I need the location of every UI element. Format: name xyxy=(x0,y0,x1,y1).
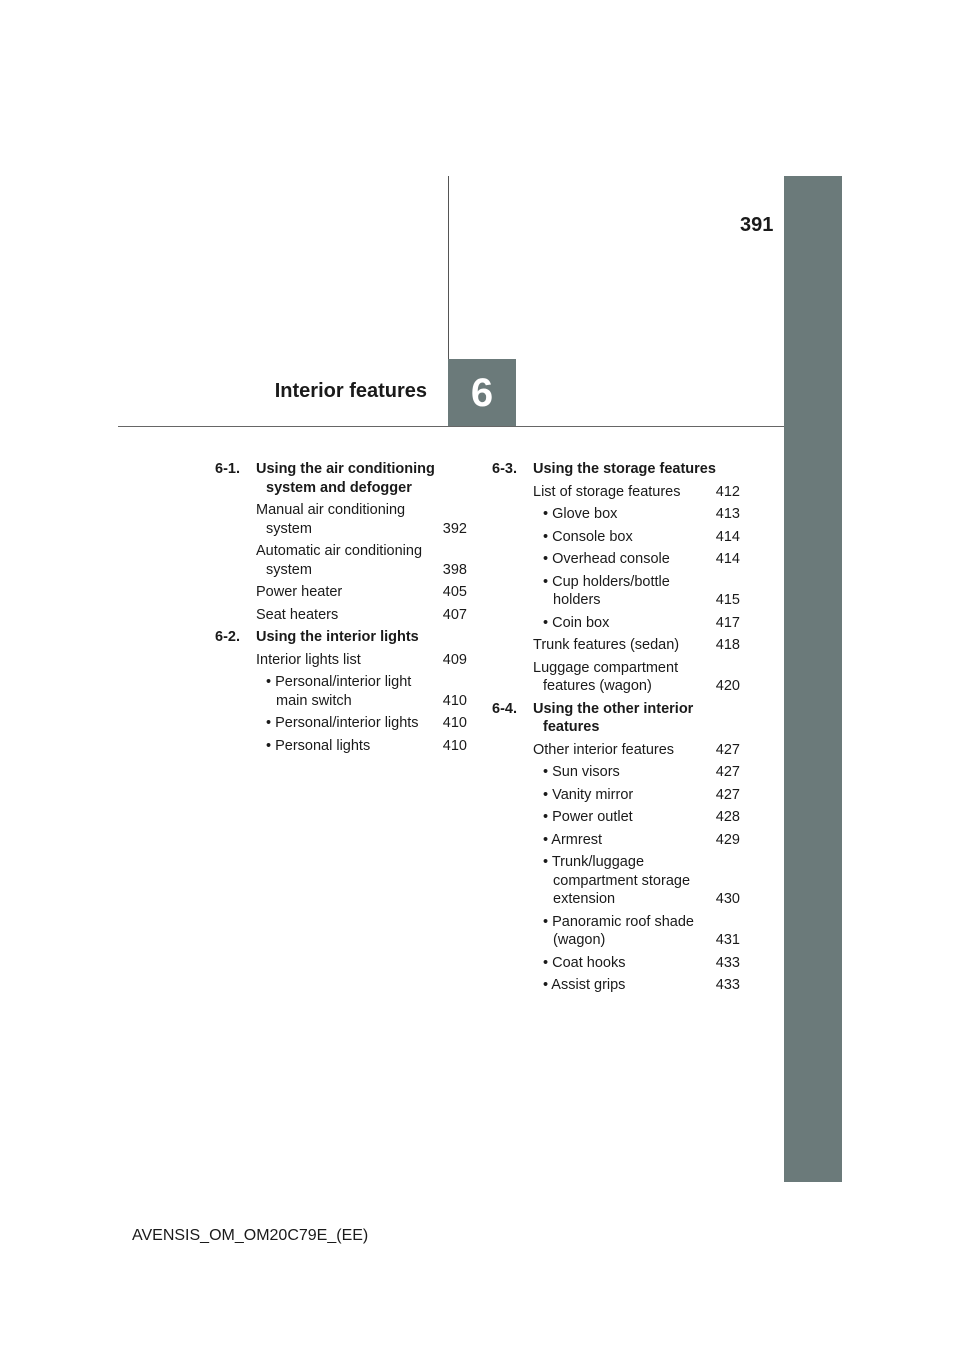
entry-page-number: 409 xyxy=(442,651,467,668)
toc-subentry[interactable] xyxy=(533,853,740,909)
toc-column-right xyxy=(492,460,740,999)
entry-label: • Power outlet xyxy=(543,809,633,825)
section-entries xyxy=(215,651,467,756)
toc-section xyxy=(215,628,467,755)
entry-label: • Trunk/luggage compartment storage extension xyxy=(543,854,691,907)
document-footer: AVENSIS_OM_OM20C79E_(EE) xyxy=(132,1227,369,1244)
toc-entry[interactable] xyxy=(533,741,740,760)
toc-subentry[interactable] xyxy=(533,550,740,569)
toc-entry[interactable] xyxy=(256,606,467,625)
entry-text xyxy=(543,573,715,610)
entry-page-number: 430 xyxy=(715,891,740,907)
header-divider-horizontal xyxy=(118,426,784,427)
toc-subentry[interactable] xyxy=(256,673,467,710)
entry-page-number: 412 xyxy=(715,483,740,500)
entry-label: Luggage compartment features (wagon) xyxy=(533,659,679,694)
entry-text xyxy=(533,483,715,502)
toc-subentry[interactable] xyxy=(533,808,740,827)
entry-text xyxy=(256,542,442,579)
toc-subentry[interactable] xyxy=(256,737,467,756)
section-heading xyxy=(215,460,467,497)
entry-text xyxy=(543,913,715,950)
entry-label: • Personal/interior lights xyxy=(266,715,419,731)
entry-page-number: 420 xyxy=(715,678,740,694)
entry-text xyxy=(543,614,715,633)
page-number: 391 xyxy=(740,214,774,236)
entry-page-number: 410 xyxy=(442,692,467,709)
section-number: 6-4. xyxy=(492,700,517,717)
entry-page-number: 407 xyxy=(442,606,467,623)
entry-text xyxy=(266,714,442,733)
toc-subentry[interactable] xyxy=(256,714,467,733)
entry-text xyxy=(266,673,442,710)
toc-subentry[interactable] xyxy=(533,831,740,850)
toc-section xyxy=(492,700,740,995)
entry-text xyxy=(543,505,715,524)
section-heading xyxy=(492,700,740,737)
entry-text xyxy=(543,954,715,973)
entry-text xyxy=(543,808,715,827)
toc-subentry[interactable] xyxy=(533,614,740,633)
entry-label: Seat heaters xyxy=(256,606,339,623)
entry-label: Interior lights list xyxy=(256,651,361,668)
chapter-number-box xyxy=(448,359,516,427)
entry-label: • Personal/interior light main switch xyxy=(266,674,412,709)
entry-label: • Panoramic roof shade (wagon) xyxy=(543,913,694,948)
entry-page-number: 433 xyxy=(715,954,740,971)
entry-text xyxy=(543,786,715,805)
toc-subentry[interactable] xyxy=(533,528,740,547)
entry-text xyxy=(543,853,715,909)
toc-subentry[interactable] xyxy=(533,763,740,782)
entry-label: • Assist grips xyxy=(543,977,626,993)
entry-page-number: 431 xyxy=(715,932,740,948)
section-number: 6-3. xyxy=(492,461,517,477)
toc-entry[interactable] xyxy=(533,636,740,655)
section-heading xyxy=(215,628,467,647)
section-title: Using the other interior features xyxy=(533,700,694,735)
section-entries xyxy=(492,483,740,696)
section-entries xyxy=(215,501,467,624)
entry-label: List of storage features xyxy=(533,483,681,500)
entry-page-number: 427 xyxy=(715,741,740,758)
chapter-title: Interior features xyxy=(274,380,427,402)
section-title: Using the air conditioning system and defogger xyxy=(256,461,435,496)
entry-text xyxy=(256,651,442,670)
entry-label: Automatic air conditioning system xyxy=(256,543,423,578)
entry-page-number: 433 xyxy=(715,977,740,993)
entry-page-number: 392 xyxy=(442,520,467,537)
entry-text xyxy=(533,659,715,696)
entry-label: • Vanity mirror xyxy=(543,786,634,803)
toc-column-left xyxy=(215,460,467,759)
toc-entry[interactable] xyxy=(256,542,467,579)
toc-entry[interactable] xyxy=(256,501,467,538)
section-heading xyxy=(492,460,740,479)
entry-text xyxy=(256,583,442,602)
toc-subentry[interactable] xyxy=(533,954,740,973)
toc-entry[interactable] xyxy=(533,659,740,696)
entry-page-number: 413 xyxy=(715,506,740,522)
entry-text xyxy=(256,606,442,625)
entry-label: • Overhead console xyxy=(543,551,670,567)
toc-subentry[interactable] xyxy=(533,786,740,805)
entry-text xyxy=(543,763,715,782)
entry-label: • Coat hooks xyxy=(543,954,626,971)
entry-text xyxy=(533,636,715,655)
entry-page-number: 428 xyxy=(715,809,740,825)
entry-text xyxy=(543,976,715,995)
toc-subentry[interactable] xyxy=(533,913,740,950)
entry-label: • Sun visors xyxy=(543,764,620,780)
section-entries xyxy=(492,741,740,995)
section-number: 6-2. xyxy=(215,629,240,645)
entry-page-number: 414 xyxy=(715,551,740,567)
entry-page-number: 410 xyxy=(442,737,467,754)
entry-page-number: 427 xyxy=(715,786,740,803)
toc-section xyxy=(215,460,467,624)
entry-label: • Glove box xyxy=(543,506,618,522)
entry-page-number: 418 xyxy=(715,637,740,653)
entry-label: • Cup holders/bottle holders xyxy=(543,573,670,608)
entry-page-number: 410 xyxy=(442,715,467,731)
entry-text xyxy=(533,741,715,760)
toc-subentry[interactable] xyxy=(533,976,740,995)
toc-entry[interactable] xyxy=(256,651,467,670)
entry-page-number: 417 xyxy=(715,614,740,631)
entry-page-number: 398 xyxy=(442,561,467,578)
entry-label: Trunk features (sedan) xyxy=(533,637,680,653)
entry-page-number: 405 xyxy=(442,584,467,600)
entry-text xyxy=(543,831,715,850)
section-number: 6-1. xyxy=(215,461,240,477)
entry-text xyxy=(266,737,442,756)
chapter-side-tab xyxy=(784,176,842,1182)
entry-label: Manual air conditioning system xyxy=(256,502,406,537)
section-title: Using the interior lights xyxy=(256,629,419,645)
entry-page-number: 429 xyxy=(715,831,740,848)
entry-label: • Personal lights xyxy=(266,737,371,754)
entry-label: • Armrest xyxy=(543,831,603,848)
entry-label: Other interior features xyxy=(533,741,675,758)
entry-page-number: 415 xyxy=(715,592,740,608)
entry-label: Power heater xyxy=(256,584,343,600)
entry-page-number: 427 xyxy=(715,764,740,780)
entry-label: • Console box xyxy=(543,528,633,545)
toc-entry[interactable] xyxy=(256,583,467,602)
toc-subentry[interactable] xyxy=(533,573,740,610)
section-title: Using the storage features xyxy=(533,461,716,477)
entry-label: • Coin box xyxy=(543,614,610,631)
toc-section xyxy=(492,460,740,696)
chapter-number: 6 xyxy=(470,370,494,415)
entry-text xyxy=(543,528,715,547)
entry-text xyxy=(256,501,442,538)
entry-page-number: 414 xyxy=(715,528,740,545)
entry-text xyxy=(543,550,715,569)
header-divider-vertical xyxy=(448,176,449,359)
toc-entry[interactable] xyxy=(533,483,740,502)
toc-subentry[interactable] xyxy=(533,505,740,524)
